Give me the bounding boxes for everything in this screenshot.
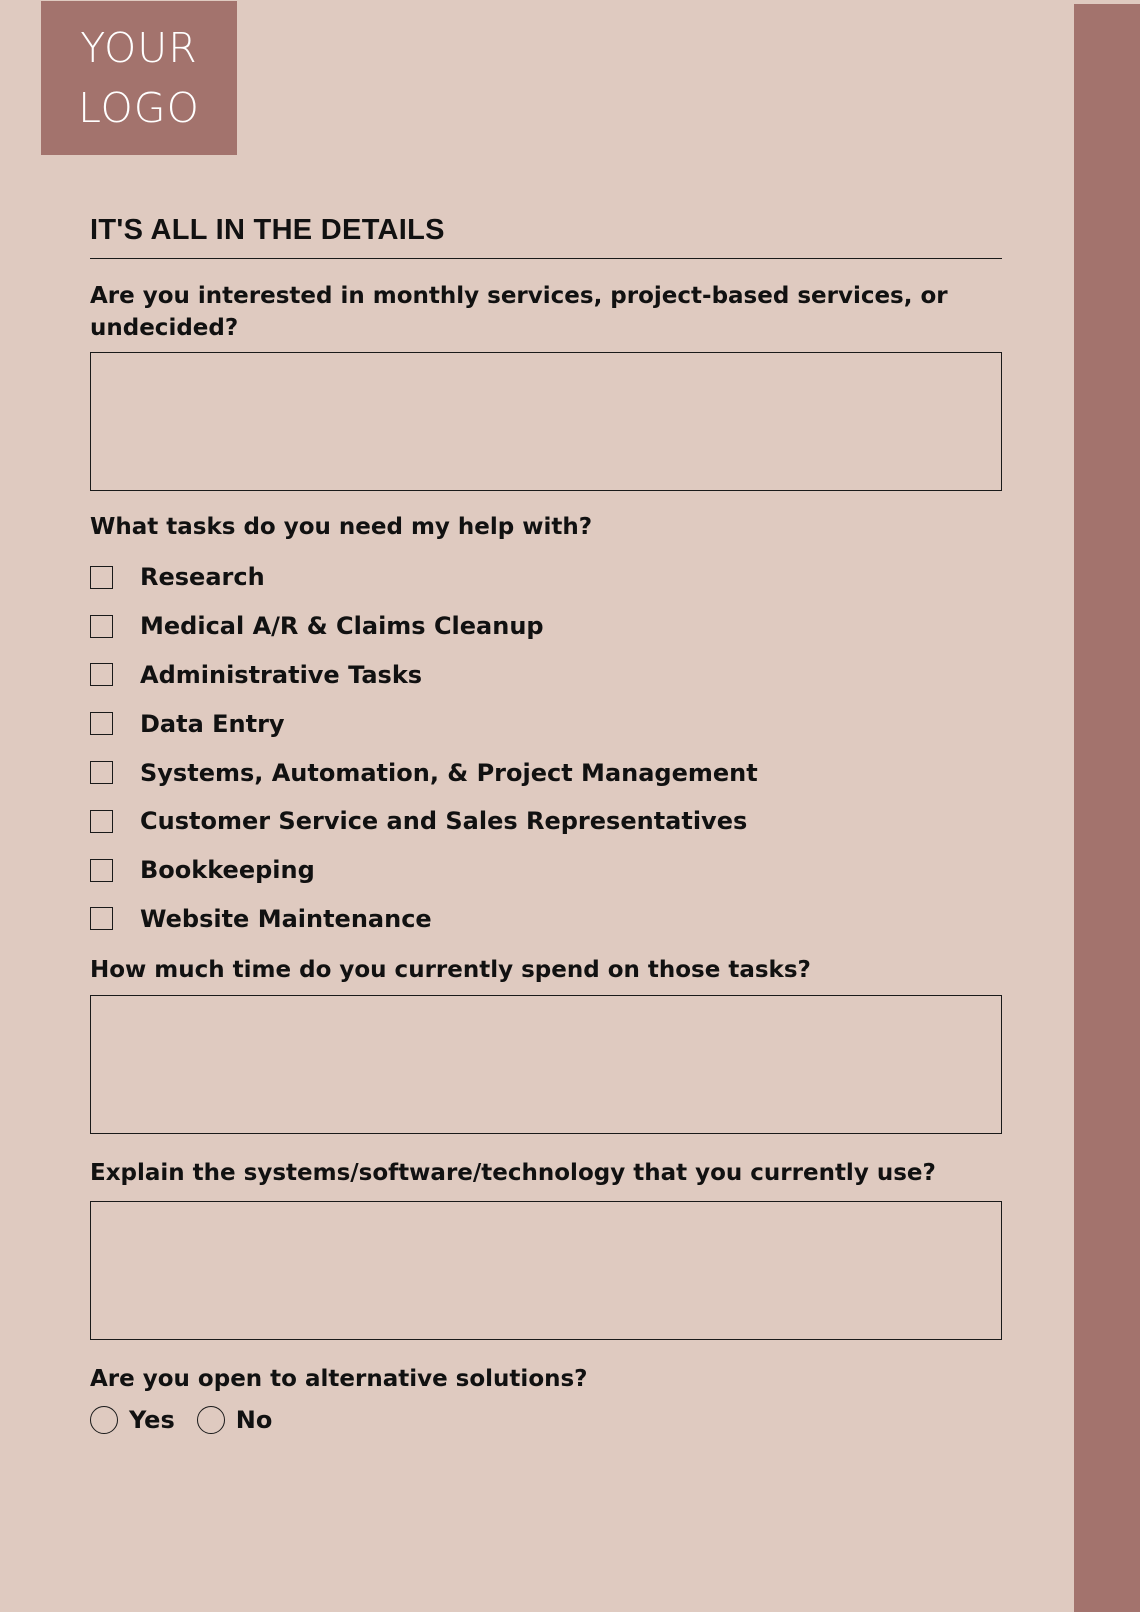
radio-label: No: [235, 1406, 273, 1434]
question-tasks: What tasks do you need my help with?: [90, 514, 593, 540]
task-checklist: [90, 559, 758, 949]
task-option-label: Systems, Automation, & Project Management: [140, 758, 758, 787]
radio-option-no[interactable]: [197, 1406, 273, 1434]
task-option-administrative[interactable]: [90, 657, 758, 706]
question-service-type: Are you interested in monthly services, project-based services, or undecided?: [90, 283, 948, 341]
systems-answer-box[interactable]: [90, 1201, 1002, 1340]
question-alternative-solutions: Are you open to alternative solutions?: [90, 1366, 588, 1392]
task-option-label: Research: [140, 563, 265, 592]
task-option-label: Medical A/R & Claims Cleanup: [140, 612, 544, 641]
checkbox[interactable]: [90, 810, 113, 833]
task-option-medical-ar[interactable]: [90, 608, 758, 657]
radio-button[interactable]: [197, 1406, 225, 1434]
task-option-label: Data Entry: [140, 709, 285, 738]
task-option-data-entry[interactable]: [90, 705, 758, 754]
task-option-label: Bookkeeping: [140, 856, 315, 885]
task-option-systems[interactable]: [90, 754, 758, 803]
radio-button[interactable]: [90, 1406, 118, 1434]
logo-text-line-1: YOUR: [80, 24, 198, 72]
radio-label: Yes: [129, 1406, 175, 1434]
logo-text-line-2: LOGO: [78, 84, 200, 132]
task-option-bookkeeping[interactable]: [90, 852, 758, 901]
task-option-label: Website Maintenance: [140, 904, 432, 933]
task-option-website[interactable]: [90, 901, 758, 950]
alternative-solutions-radio-group: [90, 1406, 294, 1434]
task-option-label: Administrative Tasks: [140, 660, 423, 689]
checkbox[interactable]: [90, 907, 113, 930]
checkbox[interactable]: [90, 615, 113, 638]
checkbox[interactable]: [90, 761, 113, 784]
task-option-research[interactable]: [90, 559, 758, 608]
time-spent-answer-box[interactable]: [90, 995, 1002, 1134]
checkbox[interactable]: [90, 859, 113, 882]
radio-option-yes[interactable]: [90, 1406, 175, 1434]
service-type-answer-box[interactable]: [90, 352, 1002, 491]
side-accent-bar: [1074, 4, 1140, 1612]
logo-placeholder: [41, 1, 237, 155]
question-time-spent: How much time do you currently spend on those tasks?: [90, 957, 811, 983]
section-title: IT'S ALL IN THE DETAILS: [90, 214, 445, 246]
checkbox[interactable]: [90, 712, 113, 735]
title-divider: [90, 258, 1002, 259]
checkbox[interactable]: [90, 566, 113, 589]
question-systems: Explain the systems/software/technology that you currently use?: [90, 1160, 936, 1186]
checkbox[interactable]: [90, 663, 113, 686]
task-option-label: Customer Service and Sales Representatives: [140, 807, 748, 836]
task-option-customer-service[interactable]: [90, 803, 758, 852]
